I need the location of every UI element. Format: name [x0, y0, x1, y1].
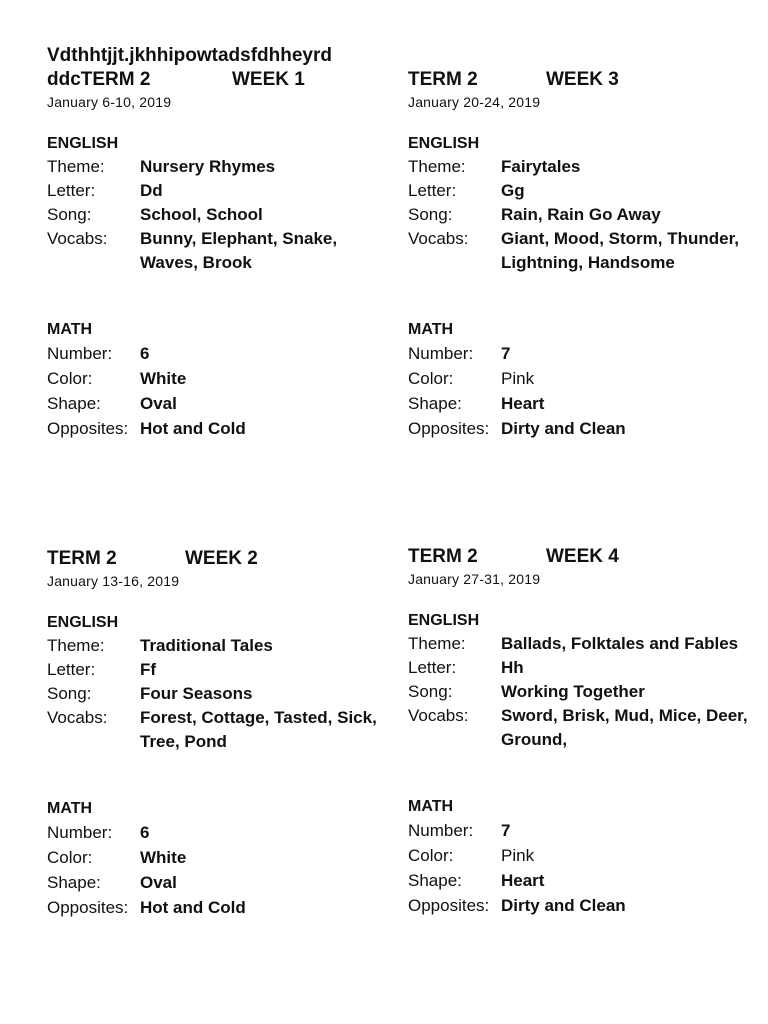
- week-2-header: [47, 547, 397, 571]
- garbled-heading: Vdthhtjjt.jkhhipowtadsfdhheyrd: [47, 45, 332, 66]
- theme-row: [408, 155, 758, 179]
- song-row: [408, 680, 758, 704]
- theme-value: Ballads, Folktales and Fables: [501, 634, 739, 653]
- opposites-row: [47, 416, 397, 441]
- number-row: [47, 820, 397, 845]
- number-row: [408, 818, 758, 843]
- number-label: Number:: [47, 823, 113, 842]
- math-section: [408, 796, 758, 918]
- english-title: ENGLISH: [408, 135, 480, 152]
- date-range: January 13-16, 2019: [47, 573, 180, 589]
- theme-label: Theme:: [47, 157, 105, 176]
- color-row: [47, 366, 397, 391]
- english-title: ENGLISH: [47, 135, 119, 152]
- vocabs-row: [47, 706, 397, 754]
- vocabs-value: Forest, Cottage, Tasted, Sick, Tree, Pond: [140, 708, 377, 751]
- theme-label: Theme:: [408, 634, 466, 653]
- math-section: [408, 319, 758, 441]
- song-value: Four Seasons: [140, 684, 253, 703]
- color-label: Color:: [408, 369, 454, 388]
- opposites-value: Dirty and Clean: [501, 419, 626, 438]
- shape-row: [47, 391, 397, 416]
- math-title: MATH: [408, 798, 454, 815]
- letter-label: Letter:: [408, 658, 457, 677]
- opposites-value: Dirty and Clean: [501, 896, 626, 915]
- theme-value: Traditional Tales: [140, 636, 273, 655]
- number-row: [408, 341, 758, 366]
- number-value: 6: [140, 823, 150, 842]
- letter-value: Ff: [140, 660, 157, 679]
- vocabs-label: Vocabs:: [408, 706, 469, 725]
- letter-row: [408, 656, 758, 680]
- week-label: WEEK 4: [546, 546, 619, 567]
- shape-label: Shape:: [408, 871, 462, 890]
- vocabs-label: Vocabs:: [408, 229, 469, 248]
- song-label: Song:: [47, 684, 92, 703]
- song-row: [408, 203, 758, 227]
- english-section: [47, 133, 397, 319]
- week-label: WEEK 2: [185, 548, 258, 569]
- opposites-value: Hot and Cold: [140, 419, 246, 438]
- date-range: January 20-24, 2019: [408, 94, 541, 110]
- number-value: 7: [501, 821, 511, 840]
- vocabs-row: [47, 227, 397, 275]
- song-value: School, School: [140, 205, 263, 224]
- number-label: Number:: [408, 821, 474, 840]
- week-3-block: [408, 68, 758, 441]
- week-2-block: [47, 547, 397, 920]
- shape-value: Heart: [501, 871, 545, 890]
- letter-row: [47, 179, 397, 203]
- color-label: Color:: [408, 846, 454, 865]
- letter-label: Letter:: [408, 181, 457, 200]
- letter-value: Dd: [140, 181, 163, 200]
- week-1-block: [47, 44, 397, 441]
- vocabs-value: Giant, Mood, Storm, Thunder, Lightning, Handsome: [501, 229, 739, 272]
- color-value: Pink: [501, 369, 535, 388]
- shape-row: [408, 391, 758, 416]
- english-title: ENGLISH: [47, 614, 119, 631]
- number-value: 6: [140, 344, 150, 363]
- letter-value: Hh: [501, 658, 524, 677]
- theme-row: [408, 632, 758, 656]
- vocabs-row: [408, 704, 758, 752]
- english-title: ENGLISH: [408, 612, 480, 629]
- week-4-header: [408, 545, 758, 569]
- song-row: [47, 682, 397, 706]
- opposites-row: [47, 895, 397, 920]
- math-title: MATH: [47, 800, 93, 817]
- shape-label: Shape:: [408, 394, 462, 413]
- color-row: [408, 843, 758, 868]
- color-value: Pink: [501, 846, 535, 865]
- color-label: Color:: [47, 848, 93, 867]
- shape-row: [408, 868, 758, 893]
- term-label: TERM 2: [408, 69, 478, 90]
- week-label: WEEK 3: [546, 69, 619, 90]
- opposites-label: Opposites:: [408, 419, 490, 438]
- song-label: Song:: [408, 205, 453, 224]
- shape-value: Oval: [140, 394, 177, 413]
- week-label: WEEK 1: [232, 69, 305, 90]
- song-label: Song:: [47, 205, 92, 224]
- math-title: MATH: [47, 321, 93, 338]
- shape-label: Shape:: [47, 873, 101, 892]
- english-section: [408, 610, 758, 796]
- number-value: 7: [501, 344, 511, 363]
- term-prefix: ddc: [47, 69, 81, 90]
- english-section: [408, 133, 758, 319]
- color-row: [47, 845, 397, 870]
- song-value: Working Together: [501, 682, 645, 701]
- shape-row: [47, 870, 397, 895]
- song-label: Song:: [408, 682, 453, 701]
- shape-value: Oval: [140, 873, 177, 892]
- term-label: TERM 2: [408, 546, 478, 567]
- letter-row: [408, 179, 758, 203]
- color-row: [408, 366, 758, 391]
- letter-label: Letter:: [47, 181, 96, 200]
- math-section: [47, 319, 397, 441]
- term-label: TERM 2: [80, 69, 151, 90]
- theme-row: [47, 634, 397, 658]
- theme-value: Nursery Rhymes: [140, 157, 276, 176]
- color-label: Color:: [47, 369, 93, 388]
- letter-label: Letter:: [47, 660, 96, 679]
- date-range: January 6-10, 2019: [47, 94, 172, 110]
- number-row: [47, 341, 397, 366]
- opposites-label: Opposites:: [47, 898, 129, 917]
- shape-label: Shape:: [47, 394, 101, 413]
- week-4-block: [408, 545, 758, 918]
- opposites-row: [408, 893, 758, 918]
- color-value: White: [140, 848, 187, 867]
- theme-label: Theme:: [47, 636, 105, 655]
- vocabs-label: Vocabs:: [47, 708, 108, 727]
- theme-label: Theme:: [408, 157, 466, 176]
- opposites-label: Opposites:: [47, 419, 129, 438]
- letter-value: Gg: [501, 181, 525, 200]
- term-label: TERM 2: [47, 548, 117, 569]
- week-3-header: [408, 68, 758, 92]
- english-section: [47, 612, 397, 798]
- song-row: [47, 203, 397, 227]
- theme-row: [47, 155, 397, 179]
- shape-value: Heart: [501, 394, 545, 413]
- theme-value: Fairytales: [501, 157, 581, 176]
- opposites-label: Opposites:: [408, 896, 490, 915]
- math-title: MATH: [408, 321, 454, 338]
- vocabs-label: Vocabs:: [47, 229, 108, 248]
- opposites-row: [408, 416, 758, 441]
- number-label: Number:: [408, 344, 474, 363]
- week-1-header: [47, 68, 397, 92]
- color-value: White: [140, 369, 187, 388]
- song-value: Rain, Rain Go Away: [501, 205, 661, 224]
- vocabs-value: Sword, Brisk, Mud, Mice, Deer, Ground,: [501, 706, 748, 749]
- number-label: Number:: [47, 344, 113, 363]
- date-range: January 27-31, 2019: [408, 571, 541, 587]
- math-section: [47, 798, 397, 920]
- letter-row: [47, 658, 397, 682]
- vocabs-row: [408, 227, 758, 275]
- vocabs-value: Bunny, Elephant, Snake, Waves, Brook: [140, 229, 338, 272]
- opposites-value: Hot and Cold: [140, 898, 246, 917]
